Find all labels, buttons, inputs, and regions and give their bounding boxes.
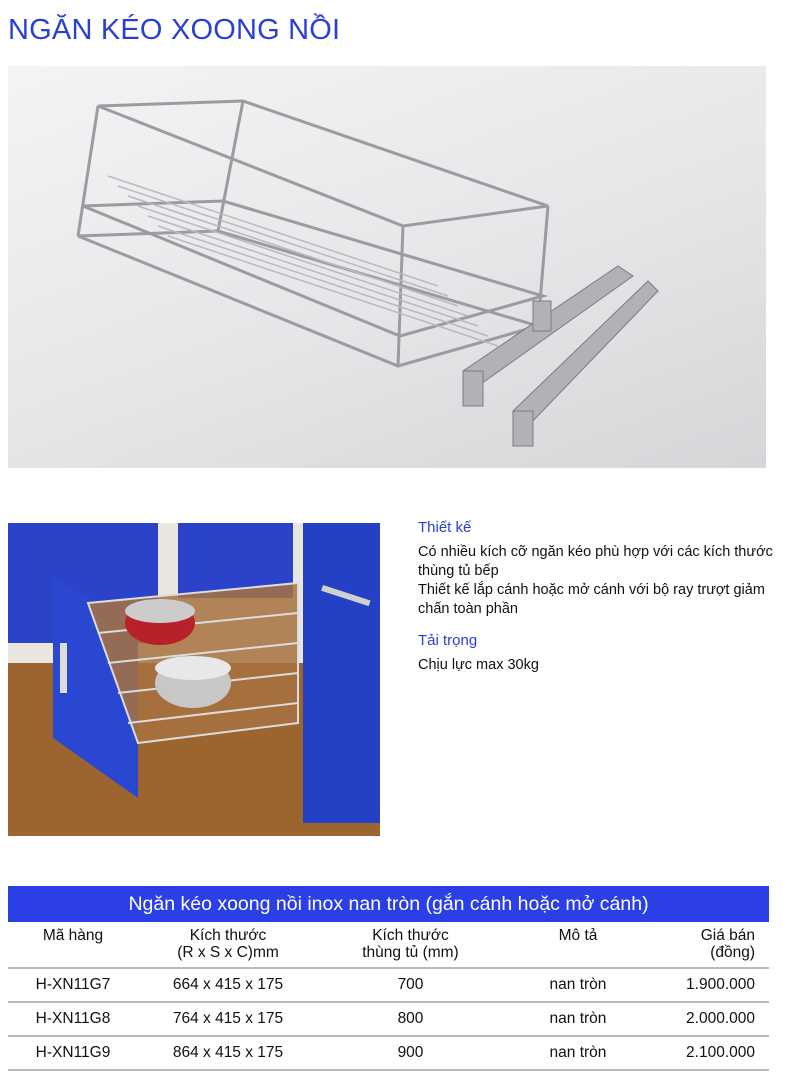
page-title: NGĂN KÉO XOONG NỒI: [8, 14, 341, 46]
feature-line: Thiết kế lắp cánh hoặc mở cánh với bộ ray trượt giảm chấn toàn phần: [418, 582, 765, 617]
kitchen-installation-photo: [8, 523, 380, 836]
col-header-text: Kích thước: [372, 927, 449, 944]
table-row: [8, 1002, 769, 1036]
table-header-row: [8, 922, 769, 968]
cell-size: 764 x 415 x 175: [138, 1002, 318, 1036]
col-header-text: (đồng): [710, 944, 755, 961]
cell-size: 864 x 415 x 175: [138, 1036, 318, 1070]
col-header-size: [138, 922, 318, 968]
feature-design: [418, 518, 798, 619]
cell-code: H-XN11G8: [8, 1002, 138, 1036]
cell-description: nan tròn: [503, 968, 653, 1002]
product-photo-drawer-basket: [8, 66, 766, 468]
feature-heading: Tải trọng: [418, 632, 478, 649]
cell-price: 2.000.000: [653, 1002, 769, 1036]
col-header-text: Giá bán: [700, 927, 755, 944]
col-header-text: Mã hàng: [42, 927, 104, 944]
cell-price: 1.900.000: [653, 968, 769, 1002]
cell-description: nan tròn: [503, 1036, 653, 1070]
cell-description: nan tròn: [503, 1002, 653, 1036]
wire-basket-illustration: [8, 66, 766, 468]
col-header-text: thùng tủ (mm): [362, 944, 459, 961]
col-header-cabinet-size: [318, 922, 503, 968]
table-title: Ngăn kéo xoong nồi inox nan tròn (gắn cánh hoặc mở cánh): [8, 886, 769, 922]
col-header-description: [503, 922, 653, 968]
kitchen-drawer-illustration: [8, 523, 380, 836]
feature-line: Có nhiều kích cỡ ngăn kéo phù hợp với các kích thước thùng tủ bếp: [418, 544, 773, 579]
cell-code: H-XN11G9: [8, 1036, 138, 1070]
feature-heading: Thiết kế: [418, 519, 472, 536]
price-table: [8, 922, 769, 1071]
col-header-price: [653, 922, 769, 968]
col-header-text: Mô tả: [558, 927, 598, 944]
cell-cabinet-size: 800: [318, 1002, 503, 1036]
cell-cabinet-size: 700: [318, 968, 503, 1002]
col-header-text: Kích thước: [189, 927, 267, 944]
cell-size: 664 x 415 x 175: [138, 968, 318, 1002]
col-header-code: [8, 922, 138, 968]
table-row: [8, 968, 769, 1002]
product-features: [418, 518, 798, 687]
cell-code: H-XN11G7: [8, 968, 138, 1002]
cell-cabinet-size: 900: [318, 1036, 503, 1070]
feature-load: [418, 631, 798, 675]
table-row: [8, 1036, 769, 1070]
col-header-text: (R x S x C)mm: [177, 944, 279, 961]
feature-line: Chịu lực max 30kg: [418, 657, 539, 673]
cell-price: 2.100.000: [653, 1036, 769, 1070]
